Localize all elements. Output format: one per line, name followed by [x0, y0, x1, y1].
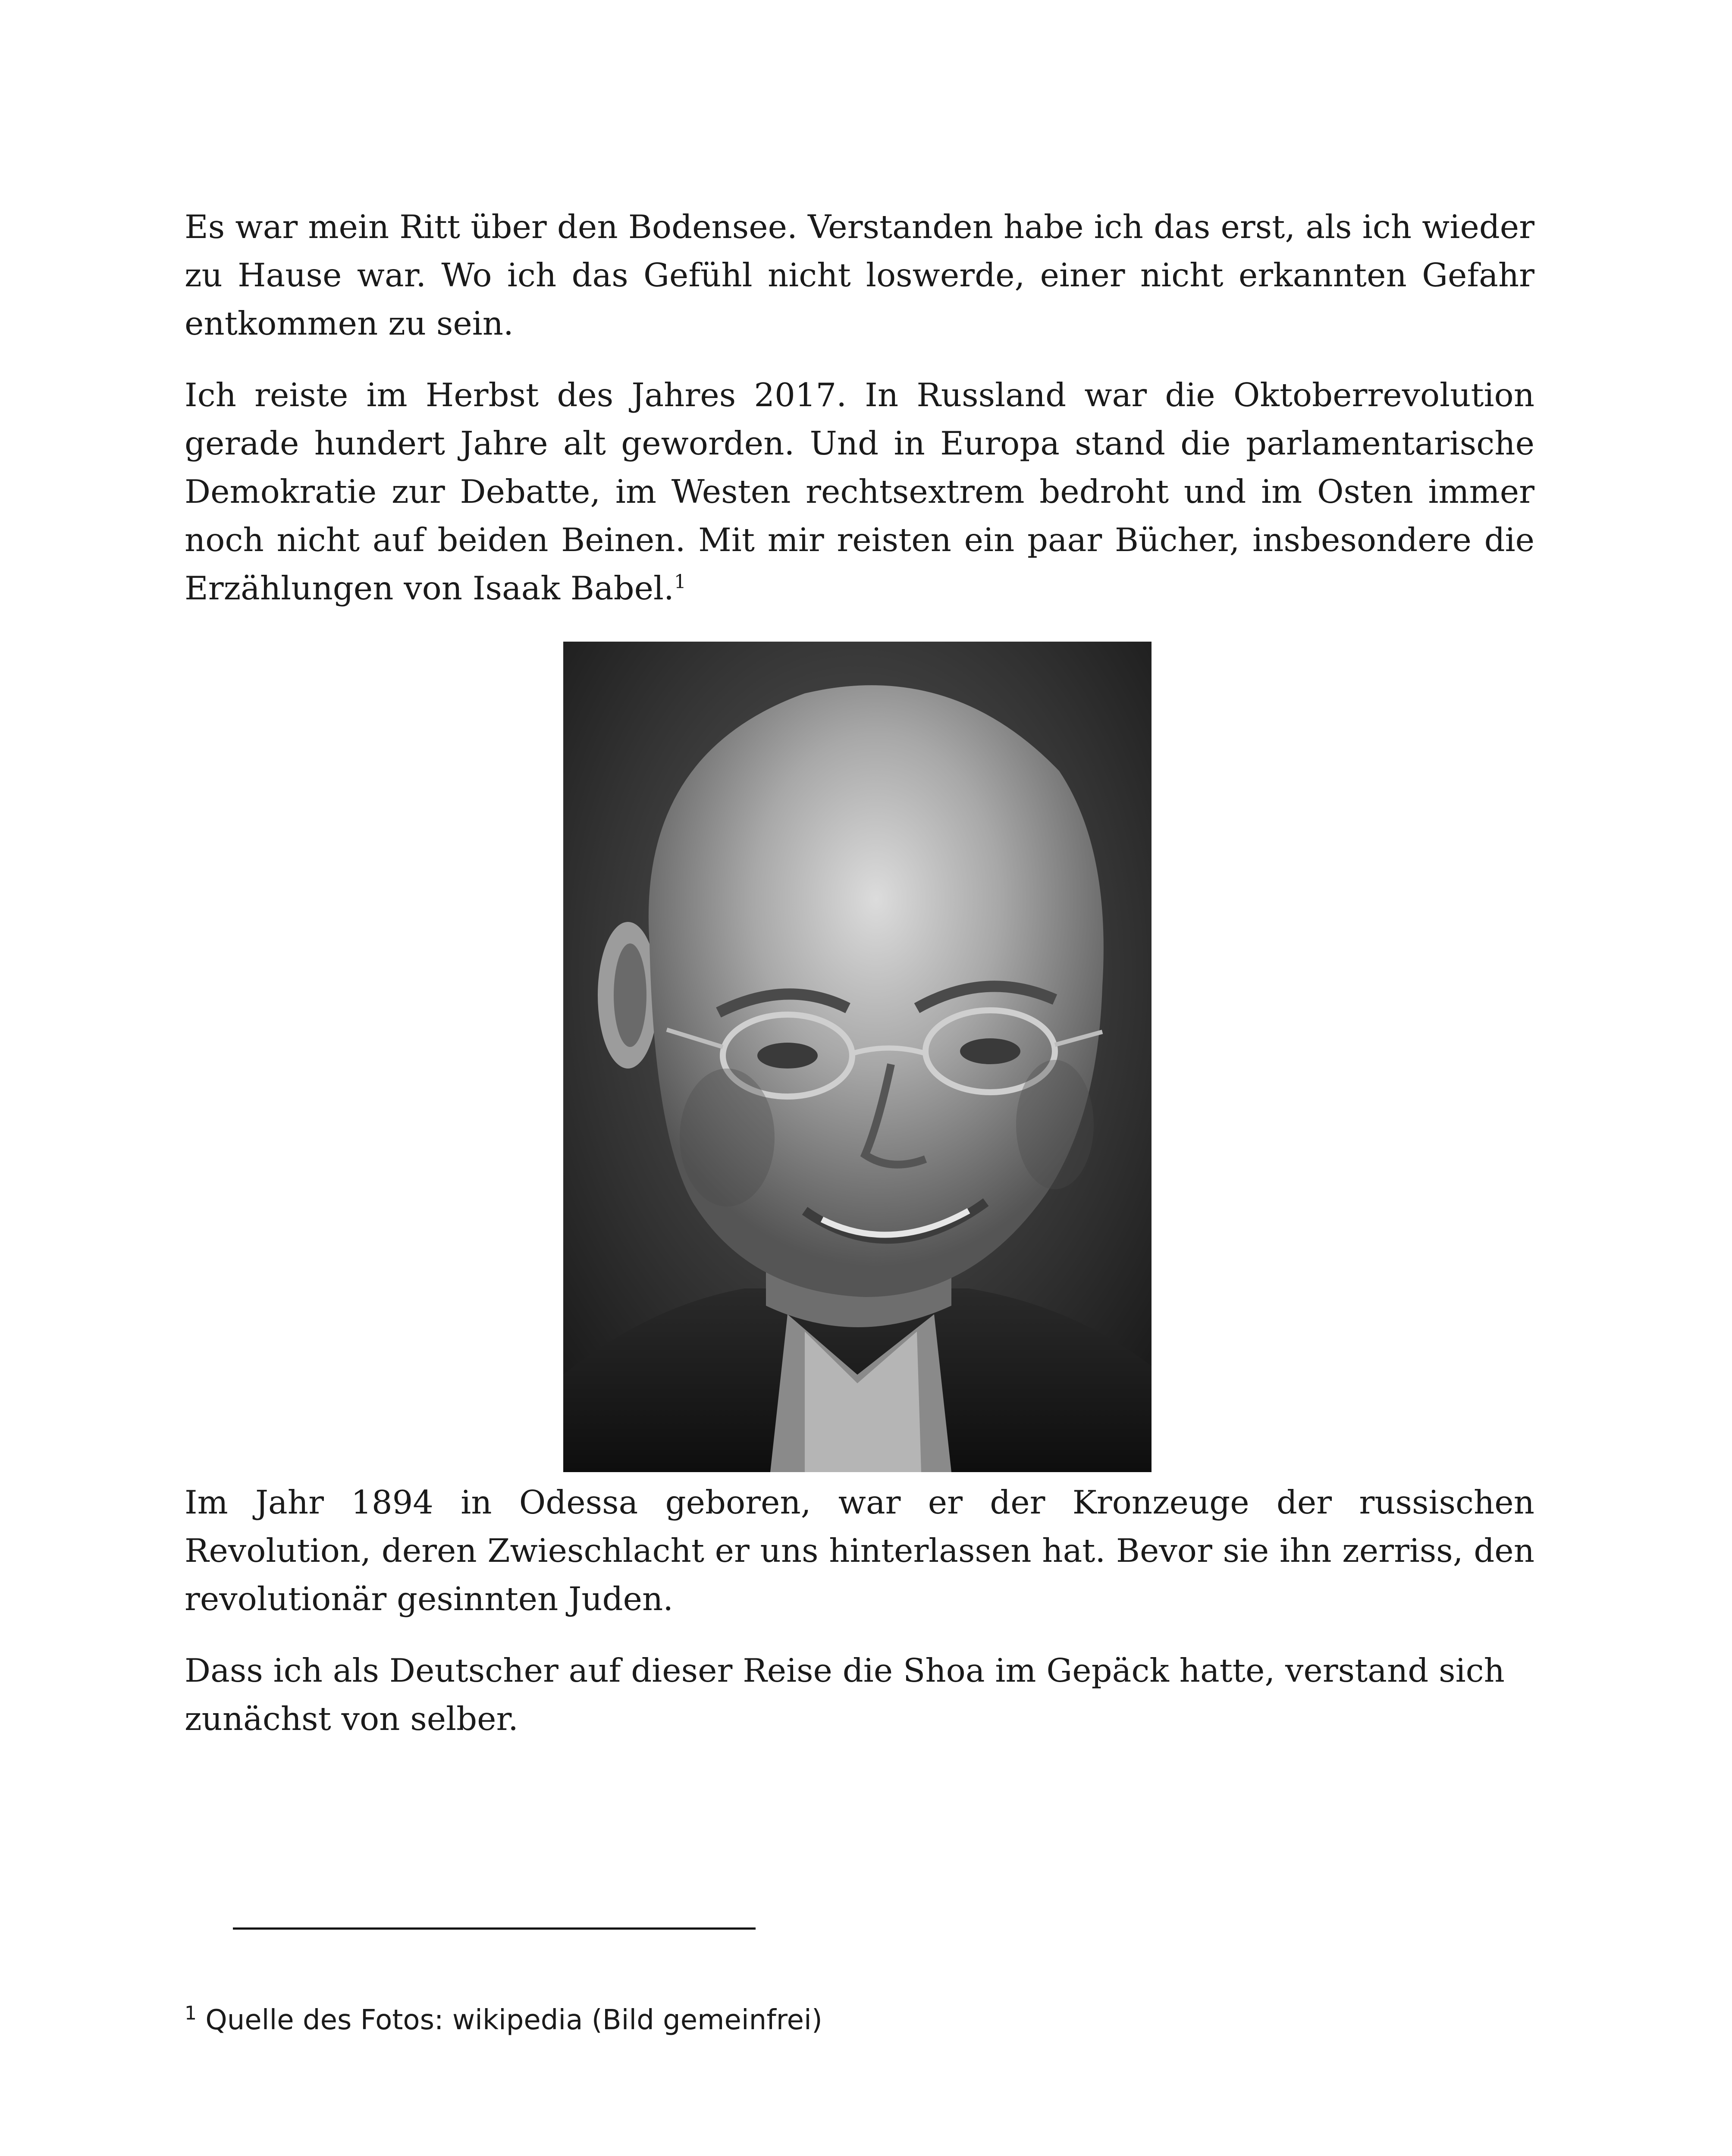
- paragraph-3: Im Jahr 1894 in Odessa geboren, war er der Kronzeuge der russischen Revolution, deren Zwieschlacht er uns hinterlassen hat. Bevor sie ihn zerriss, den revolutionär gesinnten Juden.: [185, 1483, 1534, 1618]
- footnote: [185, 2001, 822, 2040]
- paragraph-4: Dass ich als Deutscher auf dieser Reise die Shoa im Gepäck hatte, verstand sich zunächst von selber.: [185, 1651, 1505, 1738]
- paragraph-2-text: Ich reiste im Herbst des Jahres 2017. In Russland war die Oktoberrevolution gerade hundert Jahre alt geworden. Und in Europa stand die parlamentarische Demokratie zur Debatte, im Westen rechtsextrem bedroht und im Osten immer noch nicht auf beiden Beinen. Mit mir reisten ein paar Bücher, insbesondere die Erzählungen von Isaak Babel.: [185, 376, 1534, 607]
- portrait-photo: [563, 642, 1152, 1472]
- footnote-separator: [233, 1927, 756, 1930]
- paragraph-1: Es war mein Ritt über den Bodensee. Verstanden habe ich das erst, als ich wieder zu Hause war. Wo ich das Gefühl nicht loswerde, einer nicht erkannten Gefahr entkommen zu sein.: [185, 208, 1534, 342]
- footnote-reference[interactable]: 1: [674, 571, 686, 593]
- footnote-marker: 1: [185, 2002, 197, 2024]
- paragraph-2: [185, 371, 1534, 612]
- footnote-text: Quelle des Fotos: wikipedia (Bild gemeinfrei): [205, 2004, 822, 2036]
